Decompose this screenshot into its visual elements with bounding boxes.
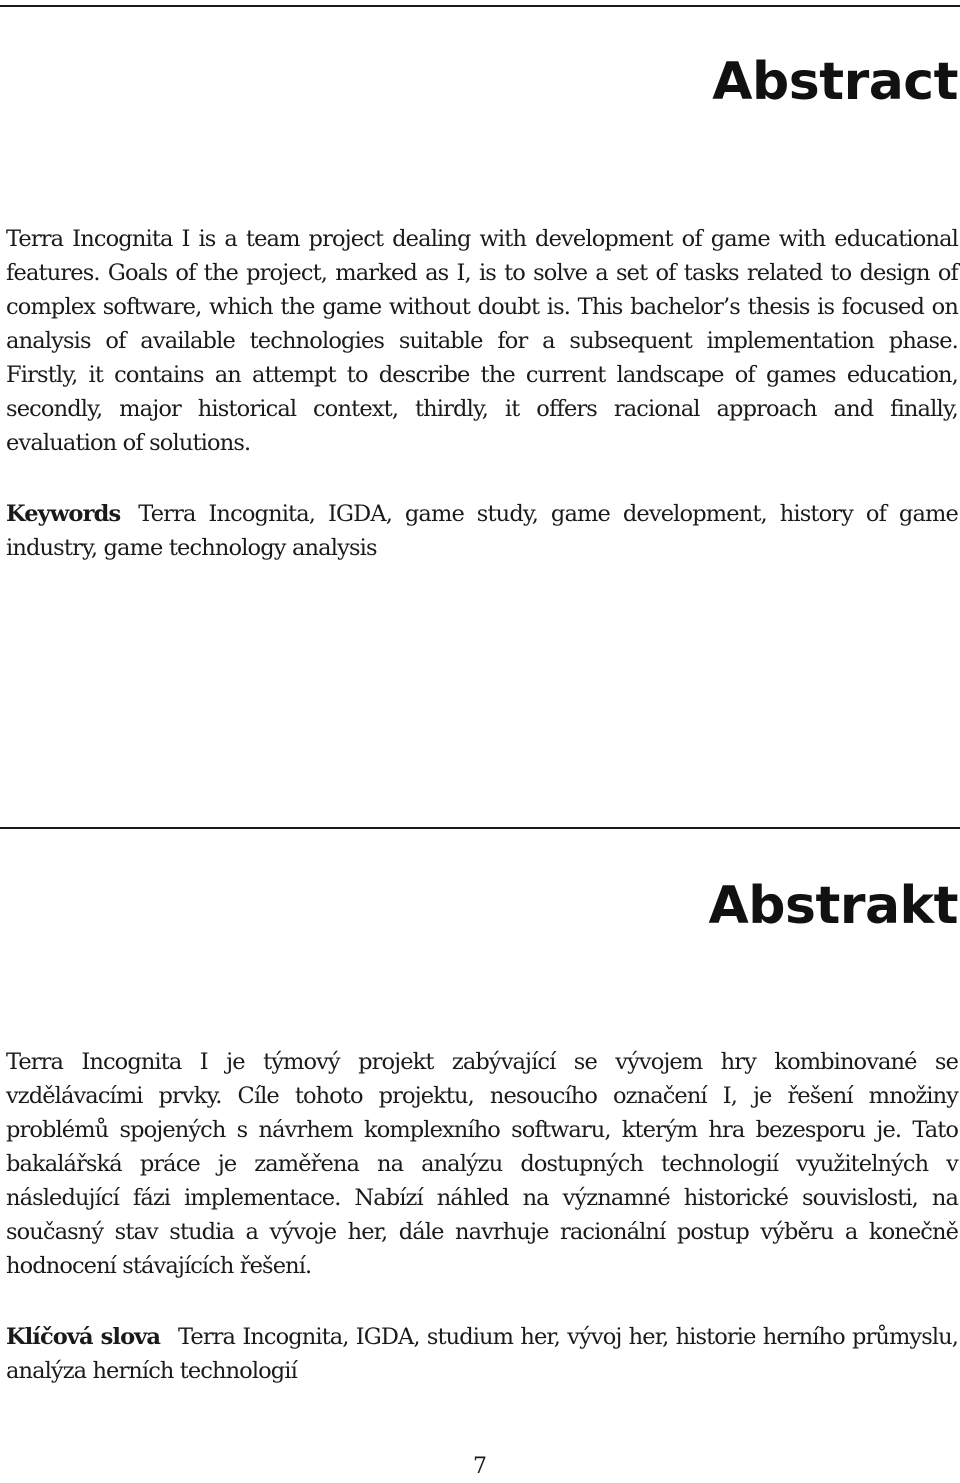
page-number: 7: [473, 1454, 487, 1479]
section-rule: [0, 827, 960, 829]
abstrakt-heading: Abstrakt: [708, 876, 958, 936]
keywords-text: Terra Incognita, IGDA, game study, game development, history of game industry, game technology analysis: [6, 501, 958, 561]
klicova-slova-paragraph: [6, 1320, 958, 1388]
keywords-paragraph: [6, 497, 958, 565]
abstract-paragraph: Terra Incognita I is a team project dealing with development of game with educational features. Goals of the project, marked as I, is to solve a set of tasks related to design of complex software, which the game without doubt is. This bachelor’s thesis is focused on analysis of available technologies suitable for a subsequent implementation phase. Firstly, it contains an attempt to describe the current landscape of games education, secondly, major historical context, thirdly, it offers racional approach and finally, evaluation of solutions.: [6, 226, 958, 456]
top-rule: [0, 5, 960, 7]
klicova-slova-text: Terra Incognita, IGDA, studium her, vývoj her, historie herního průmyslu, analýza herních technologií: [6, 1324, 958, 1384]
klicova-slova-label: Klíčová slova: [6, 1324, 161, 1350]
keywords-label: Keywords: [6, 501, 121, 527]
abstract-heading: Abstract: [712, 52, 958, 112]
abstrakt-paragraph: Terra Incognita I je týmový projekt zabývající se vývojem hry kombinované se vzdělávacími prvky. Cíle tohoto projektu, nesoucího označení I, je řešení množiny problémů spojených s návrhem komplexního softwaru, kterým hra bezesporu je. Tato bakalářská práce je zaměřena na analýzu dostupných technologií využitelných v následující fázi implementace. Nabízí náhled na významné historické souvislosti, na současný stav studia a vývoje her, dále navrhuje racionální postup výběru a konečně hodnocení stávajících řešení.: [6, 1049, 958, 1279]
